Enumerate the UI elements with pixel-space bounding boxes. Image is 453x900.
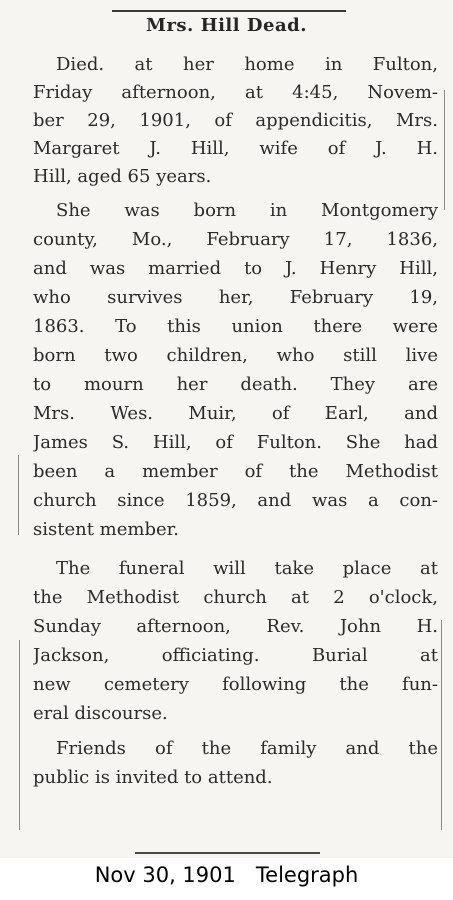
column-rule xyxy=(441,620,442,830)
source-caption: Nov 30, 1901 Telegraph xyxy=(94,863,359,887)
text-line: Friday afternoon, at 4:45, Novem- xyxy=(33,82,438,103)
text-line: who survives her, February 19, xyxy=(33,287,438,308)
text-line: Died. at her home in Fulton, xyxy=(56,54,438,75)
text-line: Jackson, officiating. Burial at xyxy=(33,645,438,666)
column-rule xyxy=(18,455,19,535)
text-line: Sunday afternoon, Rev. John H. xyxy=(33,616,438,637)
top-rule xyxy=(112,10,346,12)
text-line: the Methodist church at 2 o'clock, xyxy=(33,587,438,608)
text-line: 1863. To this union there were xyxy=(33,316,438,337)
text-line: to mourn her death. They are xyxy=(33,374,438,395)
text-line: born two children, who still live xyxy=(33,345,438,366)
text-line: The funeral will take place at xyxy=(56,558,438,579)
text-line: ber 29, 1901, of appendicitis, Mrs. xyxy=(33,110,438,131)
text-line: James S. Hill, of Fulton. She had xyxy=(33,432,438,453)
text-line: and was married to J. Henry Hill, xyxy=(33,258,438,279)
article-headline: Mrs. Hill Dead. xyxy=(146,15,307,36)
column-rule xyxy=(19,640,20,830)
text-line: Mrs. Wes. Muir, of Earl, and xyxy=(33,403,438,424)
text-line: church since 1859, and was a con- xyxy=(33,490,438,511)
text-line: new cemetery following the fun- xyxy=(33,674,438,695)
text-line: She was born in Montgomery xyxy=(56,200,438,221)
text-line: public is invited to attend. xyxy=(33,767,273,788)
text-line: Margaret J. Hill, wife of J. H. xyxy=(33,138,438,159)
text-line: eral discourse. xyxy=(33,703,168,724)
column-rule xyxy=(444,90,445,210)
text-line: county, Mo., February 17, 1836, xyxy=(33,229,438,250)
text-line: Friends of the family and the xyxy=(56,738,438,759)
text-line: been a member of the Methodist xyxy=(33,461,438,482)
text-line: sistent member. xyxy=(33,519,179,540)
text-line: Hill, aged 65 years. xyxy=(33,166,212,187)
bottom-rule xyxy=(135,852,320,854)
